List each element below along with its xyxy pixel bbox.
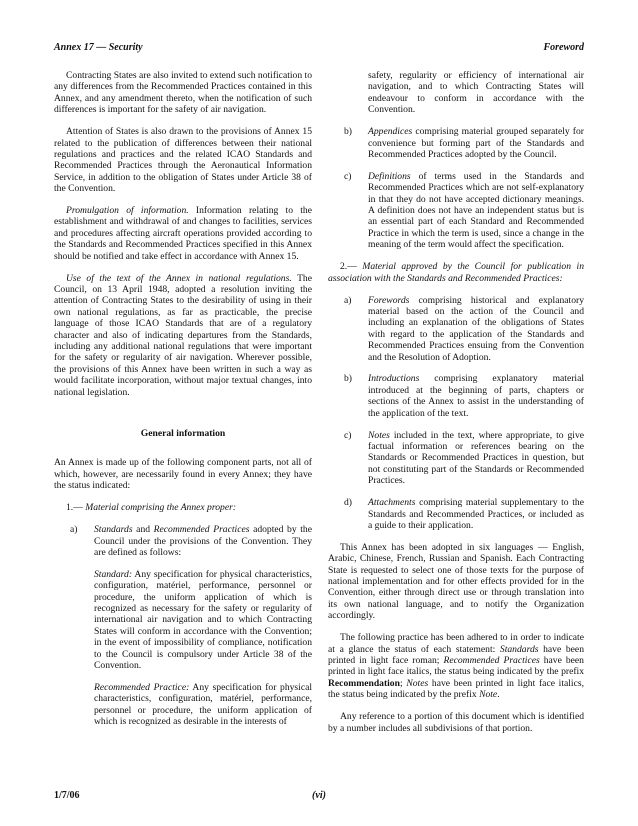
list-heading: 2.— Material approved by the Council for publication in association with the Standards and Recommended Practices: [328,261,584,284]
list-marker: a) [70,524,78,536]
continued-text: safety, regularity or efficiency of international air navigation, and to which Contracting States will endeavour to conform in accordance with the Convention. [368,70,584,116]
run-title: Use of the text of the Annex in national regulations. [66,272,292,284]
page-footer [54,790,584,804]
run-title: Promulgation of information. [66,205,189,217]
footer-date: 1/7/06 [54,790,80,801]
list-item: a) Forewords comprising historical and explanatory material based on the action of the Council and including an explanation of the obligations of States with regard to the application of the Standards and Recommended Practices ensuing from the Convention and the Resolution of Adoption. [344,294,584,363]
page-header [54,42,584,58]
paragraph: Contracting States are also invited to extend such notification to any differences from the Recommended Practices contained in this Annex, and any amendment thereto, when the notification of such differences is important for the safety of air navigation. [54,70,312,116]
header-right: Foreword [543,42,584,53]
page-number: (vi) [312,790,326,801]
list-marker: b) [344,373,352,385]
paragraph: An Annex is made up of the following component parts, not all of which, however, are necessarily found in every Annex; they have the status indicated: [54,457,312,492]
list-item: d) Attachments comprising material supplementary to the Standards and Recommended Practices, or included as a guide to their application. [344,497,584,531]
list-item: c) Notes included in the text, where appropriate, to give factual information or references bearing on the Standards or Recommended Practices in question, but not constituting part of the Standards or Recommended Practices. [344,429,584,487]
list-item: b) Introductions comprising explanatory material introduced at the beginning of parts, chapters or sections of the Annex to assist in the understanding of the application of the text. [344,373,584,419]
left-column [54,70,312,738]
list-marker: c) [344,429,352,441]
right-column [328,70,584,744]
definition-recommended-practice: Recommended Practice: Any specification for physical characteristics, configuration, matériel, performance, personnel or procedure, the uniform application of which is recognized as desirable in the interests of [94,681,313,728]
header-left: Annex 17 — Security [54,42,143,53]
list-heading: 1.— Material comprising the Annex proper: [66,502,237,514]
paragraph [54,205,312,262]
list-item: c) Definitions of terms used in the Standards and Recommended Practices which are not self-explanatory in that they do not have accepted dictionary meanings. A definition does not have an independent status but is an essential part of each Standard and Recommended Practice in which the term is used, since a change in the meaning of the term would affect the specification. [344,170,584,251]
paragraph: The following practice has been adhered to in order to indicate at a glance the status of each statement: Standards have been printed in light face roman; Recommended Practices have been printed in light face italics, the status being indicated by the prefix Recommendation; Notes have been printed in light face italics, the status being indicated by the prefix Note. [328,632,584,701]
paragraph: Attention of States is also drawn to the provisions of Annex 15 related to the publication of differences between their national regulations and practices and the related ICAO Standards and Recommended Practices through the Aeronautical Information Service, in addition to the obligation of States under Article 38 of the Convention. [54,126,312,195]
list-item: a) Standards and Recommended Practices adopted by the Council under the provisions of the Convention. They are defined as follows: [70,524,312,558]
paragraph: This Annex has been adopted in six languages — English, Arabic, Chinese, French, Russian and Spanish. Each Contracting State is requested to select one of those texts for the purpose of national implementation and for other effects provided for in the Convention, either through direct use or through translation into its own national language, and to notify the Organization accordingly. [328,541,584,622]
list-item: b) Appendices comprising material grouped separately for convenience but forming part of the Standards and Recommended Practices adopted by the Council. [344,126,584,160]
list-marker: b) [344,126,352,138]
run-body: Information relating to the establishment and withdrawal of and changes to facilities, services and procedures affecting aircraft operations provided according to the Standards and Recommended Practices specified in this Annex should be notified and take effect in accordance with Annex 15. [54,205,312,262]
run-body: The Council, on 13 April 1948, adopted a resolution inviting the attention of Contracting States to the desirability of using in their own national regulations, as far as practicable, the precise language of those ICAO Standards that are of a regulatory character and also of indicating departures from the Standards, including any additional national regulations that were important for the safety or regularity of air navigation. Wherever possible, the provisions of this Annex have been written in such a way as would facilitate incorporation, without major textual changes, into national legislation. [54,272,312,398]
list-marker: c) [344,170,352,182]
definition-standard: Standard: Any specification for physical characteristics, configuration, matériel, performance, personnel or procedure, the uniform application of which is recognized as necessary for the safety or regularity of international air navigation and to which Contracting States will conform in accordance with the Convention; in the event of impossibility of compliance, notification to the Council is compulsory under Article 38 of the Convention. [94,568,312,672]
paragraph [54,273,312,398]
paragraph: Any reference to a portion of this document which is identified by a number includes all subdivisions of that portion. [328,711,584,734]
list-marker: a) [344,294,352,306]
section-heading: General information [140,428,226,440]
list-marker: d) [344,497,352,509]
